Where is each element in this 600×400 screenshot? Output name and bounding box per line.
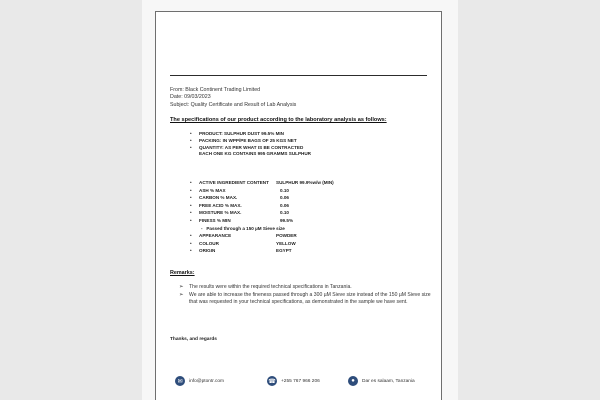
spec-value: SULPHUR 99.9%w/w (MIN) <box>276 180 334 185</box>
spec-label: MOISTURE % MAX. <box>199 210 242 216</box>
header-divider <box>170 75 427 76</box>
table-row: • CARBON % MAX. 0.06 <box>190 195 289 201</box>
arrow-bullet-icon: ➢ <box>179 284 184 290</box>
table-row: • MOISTURE % MAX. 0.10 <box>190 210 289 216</box>
bullet-text: QUANTITY: AS PER WHAT IS BE CONTRACTED <box>199 144 304 150</box>
spec-value: 0.10 <box>280 187 289 193</box>
phone-text[interactable]: +255 767 966 206 <box>281 378 320 384</box>
remarks-heading: Remarks: <box>170 270 195 276</box>
arrow-bullet-icon: ➢ <box>179 292 184 299</box>
table-row: • ORIGIN EGYPT <box>190 248 292 254</box>
spec-label: APPEARANCE <box>199 233 232 239</box>
list-item <box>179 292 434 306</box>
specifications-heading: The specifications of our product according to the laboratory analysis as follows: <box>170 117 387 123</box>
phone-icon: ☎ <box>267 376 277 386</box>
spec-value: YELLOW <box>276 240 296 246</box>
fineness-note: - Passed through a 150 µM Sieve size <box>201 225 285 231</box>
closing-line: Thanks, and regards <box>170 337 217 342</box>
footer-phone[interactable] <box>267 376 320 386</box>
email-text[interactable]: info@ptontr.com <box>189 378 224 384</box>
table-row: • ACTIVE INGREDIENT CONTENT SULPHUR 99.9%w/w (MIN) <box>190 180 334 185</box>
table-row: • COLOUR YELLOW <box>190 240 296 246</box>
document-page <box>155 11 442 400</box>
spec-value: 99.5% <box>280 217 294 223</box>
list-item: • PACKING: IN WPP/PE BAGS OF 25 KGS NET <box>190 137 297 143</box>
fineness-note-text: Passed through a 150 µM Sieve size <box>206 225 285 231</box>
spec-label: CARBON % MAX. <box>199 195 238 201</box>
table-row: • APPEARANCE POWDER <box>190 233 297 239</box>
spec-value: POWDER <box>276 233 297 239</box>
letter-meta <box>170 87 296 109</box>
location-pin-icon: ● <box>348 376 358 386</box>
spec-label: ORIGIN <box>199 248 216 254</box>
bullet-text: PACKING: IN WPP/PE BAGS OF 25 KGS NET <box>199 137 297 143</box>
subject-line: Subject: Quality Certificate and Result of Lab Analysis <box>170 101 297 108</box>
spec-label: ACTIVE INGREDIENT CONTENT <box>199 180 269 185</box>
list-item: • PRODUCT: SULPHUR DUST 99.5% MIN <box>190 131 284 136</box>
specifications-table <box>190 180 334 256</box>
contact-footer <box>156 376 443 392</box>
spec-value: 0.06 <box>280 195 289 201</box>
remarks-list <box>179 284 434 307</box>
product-bullets <box>190 131 311 158</box>
spec-value: 0.10 <box>280 210 289 216</box>
table-row: • FREE ACID % MAX. 0.06 <box>190 202 289 208</box>
table-row: • FINESS % MIN 99.5% <box>190 217 294 223</box>
location-text: Dar es salaam, Tanzania <box>362 378 415 384</box>
remark-text: We are able to increase the fineness passed through a 300 µM Sieve size instead of the 150 µM Sieve size that was requested in your technical specifications, as demonstrated in the sample we have sent. <box>189 292 431 306</box>
from-line: From: Black Continent Trading Limited <box>170 87 261 93</box>
remark-text: The results were within the required technical specifications in Tanzania. <box>189 284 352 290</box>
date-line: Date: 09/03/2023 <box>170 94 211 101</box>
spec-label: COLOUR <box>199 240 219 246</box>
footer-email[interactable] <box>175 376 224 386</box>
list-item <box>179 284 434 291</box>
spec-label: ASH % MAX <box>199 187 226 193</box>
spec-value: EGYPT <box>276 248 292 254</box>
spec-label: FINESS % MIN <box>199 217 231 223</box>
list-item: • QUANTITY: AS PER WHAT IS BE CONTRACTED <box>190 144 304 150</box>
spec-label: FREE ACID % MAX. <box>199 202 242 208</box>
quantity-note: EACH ONE KG CONTAINS 995 GRAMMS SULPHUR <box>199 151 311 157</box>
bullet-text: PRODUCT: SULPHUR DUST 99.5% MIN <box>199 131 284 136</box>
table-row: • ASH % MAX 0.10 <box>190 187 289 193</box>
footer-location <box>348 376 415 386</box>
mail-icon: ✉ <box>175 376 185 386</box>
spec-value: 0.06 <box>280 202 289 208</box>
